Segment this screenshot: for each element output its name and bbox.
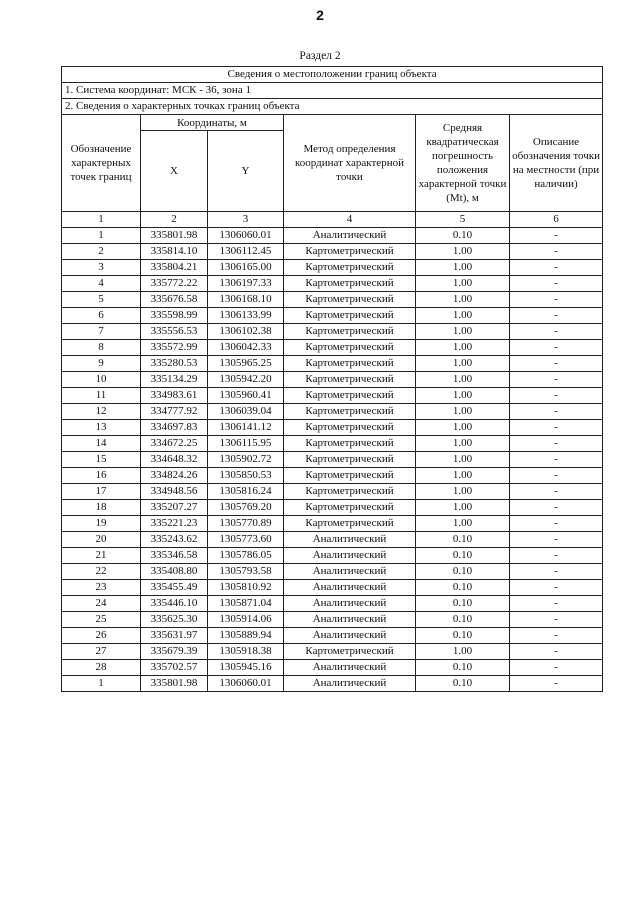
point-number-cell: 28: [62, 660, 141, 676]
column-number: 5: [416, 212, 510, 228]
y-coordinate-cell: 1306042.33: [208, 340, 284, 356]
x-coordinate-cell: 335346.58: [141, 548, 208, 564]
table-row: [62, 628, 603, 644]
x-coordinate-cell: 334777.92: [141, 404, 208, 420]
point-number-cell: 8: [62, 340, 141, 356]
x-coordinate-cell: 335814.10: [141, 244, 208, 260]
column-number-row: [62, 212, 603, 228]
point-number-cell: 16: [62, 468, 141, 484]
points-heading: 2. Сведения о характерных точках границ объекта: [62, 99, 603, 115]
method-cell: Аналитический: [284, 676, 416, 692]
accuracy-cell: 0.10: [416, 660, 510, 676]
description-cell: -: [510, 372, 603, 388]
point-number-cell: 25: [62, 612, 141, 628]
y-coordinate-cell: 1306112.45: [208, 244, 284, 260]
x-coordinate-cell: 335598.99: [141, 308, 208, 324]
y-coordinate-cell: 1306165.00: [208, 260, 284, 276]
x-coordinate-cell: 335243.62: [141, 532, 208, 548]
header-coordinates: Координаты, м: [141, 115, 284, 131]
y-coordinate-cell: 1305914.06: [208, 612, 284, 628]
description-cell: -: [510, 564, 603, 580]
header-method: Метод определения координат характерной точки: [284, 115, 416, 212]
x-coordinate-cell: 335679.39: [141, 644, 208, 660]
point-number-cell: 22: [62, 564, 141, 580]
method-cell: Картометрический: [284, 324, 416, 340]
table-row: [62, 452, 603, 468]
point-number-cell: 19: [62, 516, 141, 532]
header-description: Описание обозначения точки на местности (при наличии): [510, 115, 603, 212]
point-number-cell: 14: [62, 436, 141, 452]
table-row: [62, 388, 603, 404]
description-cell: -: [510, 676, 603, 692]
y-coordinate-cell: 1306039.04: [208, 404, 284, 420]
accuracy-cell: 1.00: [416, 388, 510, 404]
table-row: [62, 564, 603, 580]
accuracy-cell: 1.00: [416, 484, 510, 500]
table-title: Сведения о местоположении границ объекта: [62, 67, 603, 83]
y-coordinate-cell: 1305786.05: [208, 548, 284, 564]
header-point-label: Обозначение характерных точек границ: [62, 115, 141, 212]
y-coordinate-cell: 1305918.38: [208, 644, 284, 660]
description-cell: -: [510, 276, 603, 292]
table-row: [62, 500, 603, 516]
y-coordinate-cell: 1305793.58: [208, 564, 284, 580]
accuracy-cell: 1.00: [416, 436, 510, 452]
x-coordinate-cell: 335207.27: [141, 500, 208, 516]
table-row: [62, 676, 603, 692]
point-number-cell: 27: [62, 644, 141, 660]
accuracy-cell: 1.00: [416, 324, 510, 340]
x-coordinate-cell: 334648.32: [141, 452, 208, 468]
accuracy-cell: 1.00: [416, 500, 510, 516]
boundary-points-table: [61, 66, 603, 692]
table-row: [62, 660, 603, 676]
y-coordinate-cell: 1305942.20: [208, 372, 284, 388]
table-row: [62, 484, 603, 500]
y-coordinate-cell: 1305810.92: [208, 580, 284, 596]
y-coordinate-cell: 1306168.10: [208, 292, 284, 308]
description-cell: -: [510, 532, 603, 548]
method-cell: Картометрический: [284, 436, 416, 452]
coordinate-system: 1. Система координат: МСК - 36, зона 1: [62, 83, 603, 99]
point-number-cell: 20: [62, 532, 141, 548]
description-cell: -: [510, 660, 603, 676]
description-cell: -: [510, 260, 603, 276]
method-cell: Картометрический: [284, 420, 416, 436]
x-coordinate-cell: 334697.83: [141, 420, 208, 436]
point-number-cell: 3: [62, 260, 141, 276]
method-cell: Аналитический: [284, 596, 416, 612]
description-cell: -: [510, 596, 603, 612]
description-cell: -: [510, 644, 603, 660]
y-coordinate-cell: 1306060.01: [208, 228, 284, 244]
x-coordinate-cell: 334983.61: [141, 388, 208, 404]
table-row: [62, 420, 603, 436]
x-coordinate-cell: 335221.23: [141, 516, 208, 532]
method-cell: Аналитический: [284, 660, 416, 676]
x-coordinate-cell: 335572.99: [141, 340, 208, 356]
table-row: [62, 516, 603, 532]
x-coordinate-cell: 334948.56: [141, 484, 208, 500]
method-cell: Аналитический: [284, 580, 416, 596]
point-number-cell: 18: [62, 500, 141, 516]
method-cell: Картометрический: [284, 340, 416, 356]
x-coordinate-cell: 335801.98: [141, 676, 208, 692]
table-row: [62, 468, 603, 484]
header-y: Y: [208, 131, 284, 212]
description-cell: -: [510, 548, 603, 564]
accuracy-cell: 1.00: [416, 644, 510, 660]
table-row: [62, 292, 603, 308]
point-number-cell: 11: [62, 388, 141, 404]
method-cell: Картометрический: [284, 468, 416, 484]
x-coordinate-cell: 335702.57: [141, 660, 208, 676]
description-cell: -: [510, 500, 603, 516]
description-cell: -: [510, 580, 603, 596]
point-number-cell: 2: [62, 244, 141, 260]
column-number: 6: [510, 212, 603, 228]
accuracy-cell: 0.10: [416, 628, 510, 644]
table-row: [62, 340, 603, 356]
table-row: [62, 436, 603, 452]
method-cell: Картометрический: [284, 260, 416, 276]
column-number: 4: [284, 212, 416, 228]
x-coordinate-cell: 335556.53: [141, 324, 208, 340]
point-number-cell: 10: [62, 372, 141, 388]
y-coordinate-cell: 1306197.33: [208, 276, 284, 292]
x-coordinate-cell: 335772.22: [141, 276, 208, 292]
description-cell: -: [510, 324, 603, 340]
accuracy-cell: 1.00: [416, 244, 510, 260]
point-number-cell: 17: [62, 484, 141, 500]
description-cell: -: [510, 244, 603, 260]
table-row: [62, 548, 603, 564]
method-cell: Картометрический: [284, 356, 416, 372]
description-cell: -: [510, 228, 603, 244]
point-number-cell: 1: [62, 228, 141, 244]
point-number-cell: 7: [62, 324, 141, 340]
x-coordinate-cell: 335625.30: [141, 612, 208, 628]
y-coordinate-cell: 1305945.16: [208, 660, 284, 676]
x-coordinate-cell: 335676.58: [141, 292, 208, 308]
x-coordinate-cell: 334824.26: [141, 468, 208, 484]
y-coordinate-cell: 1306060.01: [208, 676, 284, 692]
method-cell: Картометрический: [284, 276, 416, 292]
table-row: [62, 308, 603, 324]
accuracy-cell: 0.10: [416, 580, 510, 596]
accuracy-cell: 0.10: [416, 548, 510, 564]
accuracy-cell: 1.00: [416, 404, 510, 420]
method-cell: Аналитический: [284, 628, 416, 644]
table-row: [62, 324, 603, 340]
y-coordinate-cell: 1305889.94: [208, 628, 284, 644]
table-row: [62, 644, 603, 660]
accuracy-cell: 0.10: [416, 612, 510, 628]
method-cell: Картометрический: [284, 484, 416, 500]
method-cell: Картометрический: [284, 388, 416, 404]
table-row: [62, 276, 603, 292]
accuracy-cell: 1.00: [416, 340, 510, 356]
method-cell: Картометрический: [284, 516, 416, 532]
accuracy-cell: 1.00: [416, 260, 510, 276]
column-number: 3: [208, 212, 284, 228]
description-cell: -: [510, 404, 603, 420]
header-accuracy: Средняя квадратическая погрешность положения характерной точки (Mt), м: [416, 115, 510, 212]
table-row: [62, 580, 603, 596]
method-cell: Аналитический: [284, 228, 416, 244]
x-coordinate-cell: 335408.80: [141, 564, 208, 580]
point-number-cell: 4: [62, 276, 141, 292]
point-number-cell: 21: [62, 548, 141, 564]
y-coordinate-cell: 1305773.60: [208, 532, 284, 548]
accuracy-cell: 0.10: [416, 676, 510, 692]
point-number-cell: 6: [62, 308, 141, 324]
table-row: [62, 260, 603, 276]
method-cell: Картометрический: [284, 372, 416, 388]
description-cell: -: [510, 340, 603, 356]
y-coordinate-cell: 1306115.95: [208, 436, 284, 452]
y-coordinate-cell: 1306141.12: [208, 420, 284, 436]
y-coordinate-cell: 1305816.24: [208, 484, 284, 500]
point-number-cell: 9: [62, 356, 141, 372]
accuracy-cell: 1.00: [416, 372, 510, 388]
x-coordinate-cell: 335455.49: [141, 580, 208, 596]
y-coordinate-cell: 1305960.41: [208, 388, 284, 404]
accuracy-cell: 1.00: [416, 356, 510, 372]
table-row: [62, 372, 603, 388]
description-cell: -: [510, 484, 603, 500]
x-coordinate-cell: 335280.53: [141, 356, 208, 372]
y-coordinate-cell: 1305850.53: [208, 468, 284, 484]
accuracy-cell: 0.10: [416, 228, 510, 244]
point-number-cell: 15: [62, 452, 141, 468]
table-row: [62, 228, 603, 244]
x-coordinate-cell: 334672.25: [141, 436, 208, 452]
method-cell: Картометрический: [284, 308, 416, 324]
table-row: [62, 612, 603, 628]
y-coordinate-cell: 1306133.99: [208, 308, 284, 324]
method-cell: Аналитический: [284, 564, 416, 580]
point-number-cell: 24: [62, 596, 141, 612]
description-cell: -: [510, 612, 603, 628]
section-title: Раздел 2: [299, 50, 341, 62]
description-cell: -: [510, 628, 603, 644]
table-row: [62, 356, 603, 372]
y-coordinate-cell: 1305769.20: [208, 500, 284, 516]
accuracy-cell: 1.00: [416, 276, 510, 292]
point-number-cell: 26: [62, 628, 141, 644]
method-cell: Картометрический: [284, 644, 416, 660]
y-coordinate-cell: 1305902.72: [208, 452, 284, 468]
column-number: 1: [62, 212, 141, 228]
table-row: [62, 596, 603, 612]
x-coordinate-cell: 335631.97: [141, 628, 208, 644]
method-cell: Картометрический: [284, 404, 416, 420]
accuracy-cell: 1.00: [416, 308, 510, 324]
accuracy-cell: 1.00: [416, 292, 510, 308]
accuracy-cell: 1.00: [416, 420, 510, 436]
y-coordinate-cell: 1305965.25: [208, 356, 284, 372]
column-number: 2: [141, 212, 208, 228]
method-cell: Аналитический: [284, 548, 416, 564]
description-cell: -: [510, 516, 603, 532]
method-cell: Аналитический: [284, 612, 416, 628]
y-coordinate-cell: 1305770.89: [208, 516, 284, 532]
description-cell: -: [510, 468, 603, 484]
description-cell: -: [510, 292, 603, 308]
table-row: [62, 404, 603, 420]
y-coordinate-cell: 1305871.04: [208, 596, 284, 612]
method-cell: Картометрический: [284, 452, 416, 468]
description-cell: -: [510, 452, 603, 468]
table-row: [62, 244, 603, 260]
accuracy-cell: 0.10: [416, 596, 510, 612]
description-cell: -: [510, 436, 603, 452]
description-cell: -: [510, 308, 603, 324]
point-number-cell: 23: [62, 580, 141, 596]
accuracy-cell: 1.00: [416, 516, 510, 532]
description-cell: -: [510, 420, 603, 436]
method-cell: Картометрический: [284, 244, 416, 260]
method-cell: Картометрический: [284, 292, 416, 308]
accuracy-cell: 1.00: [416, 452, 510, 468]
description-cell: -: [510, 388, 603, 404]
accuracy-cell: 1.00: [416, 468, 510, 484]
x-coordinate-cell: 335134.29: [141, 372, 208, 388]
y-coordinate-cell: 1306102.38: [208, 324, 284, 340]
x-coordinate-cell: 335446.10: [141, 596, 208, 612]
description-cell: -: [510, 356, 603, 372]
x-coordinate-cell: 335801.98: [141, 228, 208, 244]
method-cell: Картометрический: [284, 500, 416, 516]
point-number-cell: 13: [62, 420, 141, 436]
point-number-cell: 12: [62, 404, 141, 420]
header-x: X: [141, 131, 208, 212]
accuracy-cell: 0.10: [416, 532, 510, 548]
point-number-cell: 5: [62, 292, 141, 308]
accuracy-cell: 0.10: [416, 564, 510, 580]
table-row: [62, 532, 603, 548]
method-cell: Аналитический: [284, 532, 416, 548]
point-number-cell: 1: [62, 676, 141, 692]
x-coordinate-cell: 335804.21: [141, 260, 208, 276]
page-number: 2: [316, 7, 324, 23]
